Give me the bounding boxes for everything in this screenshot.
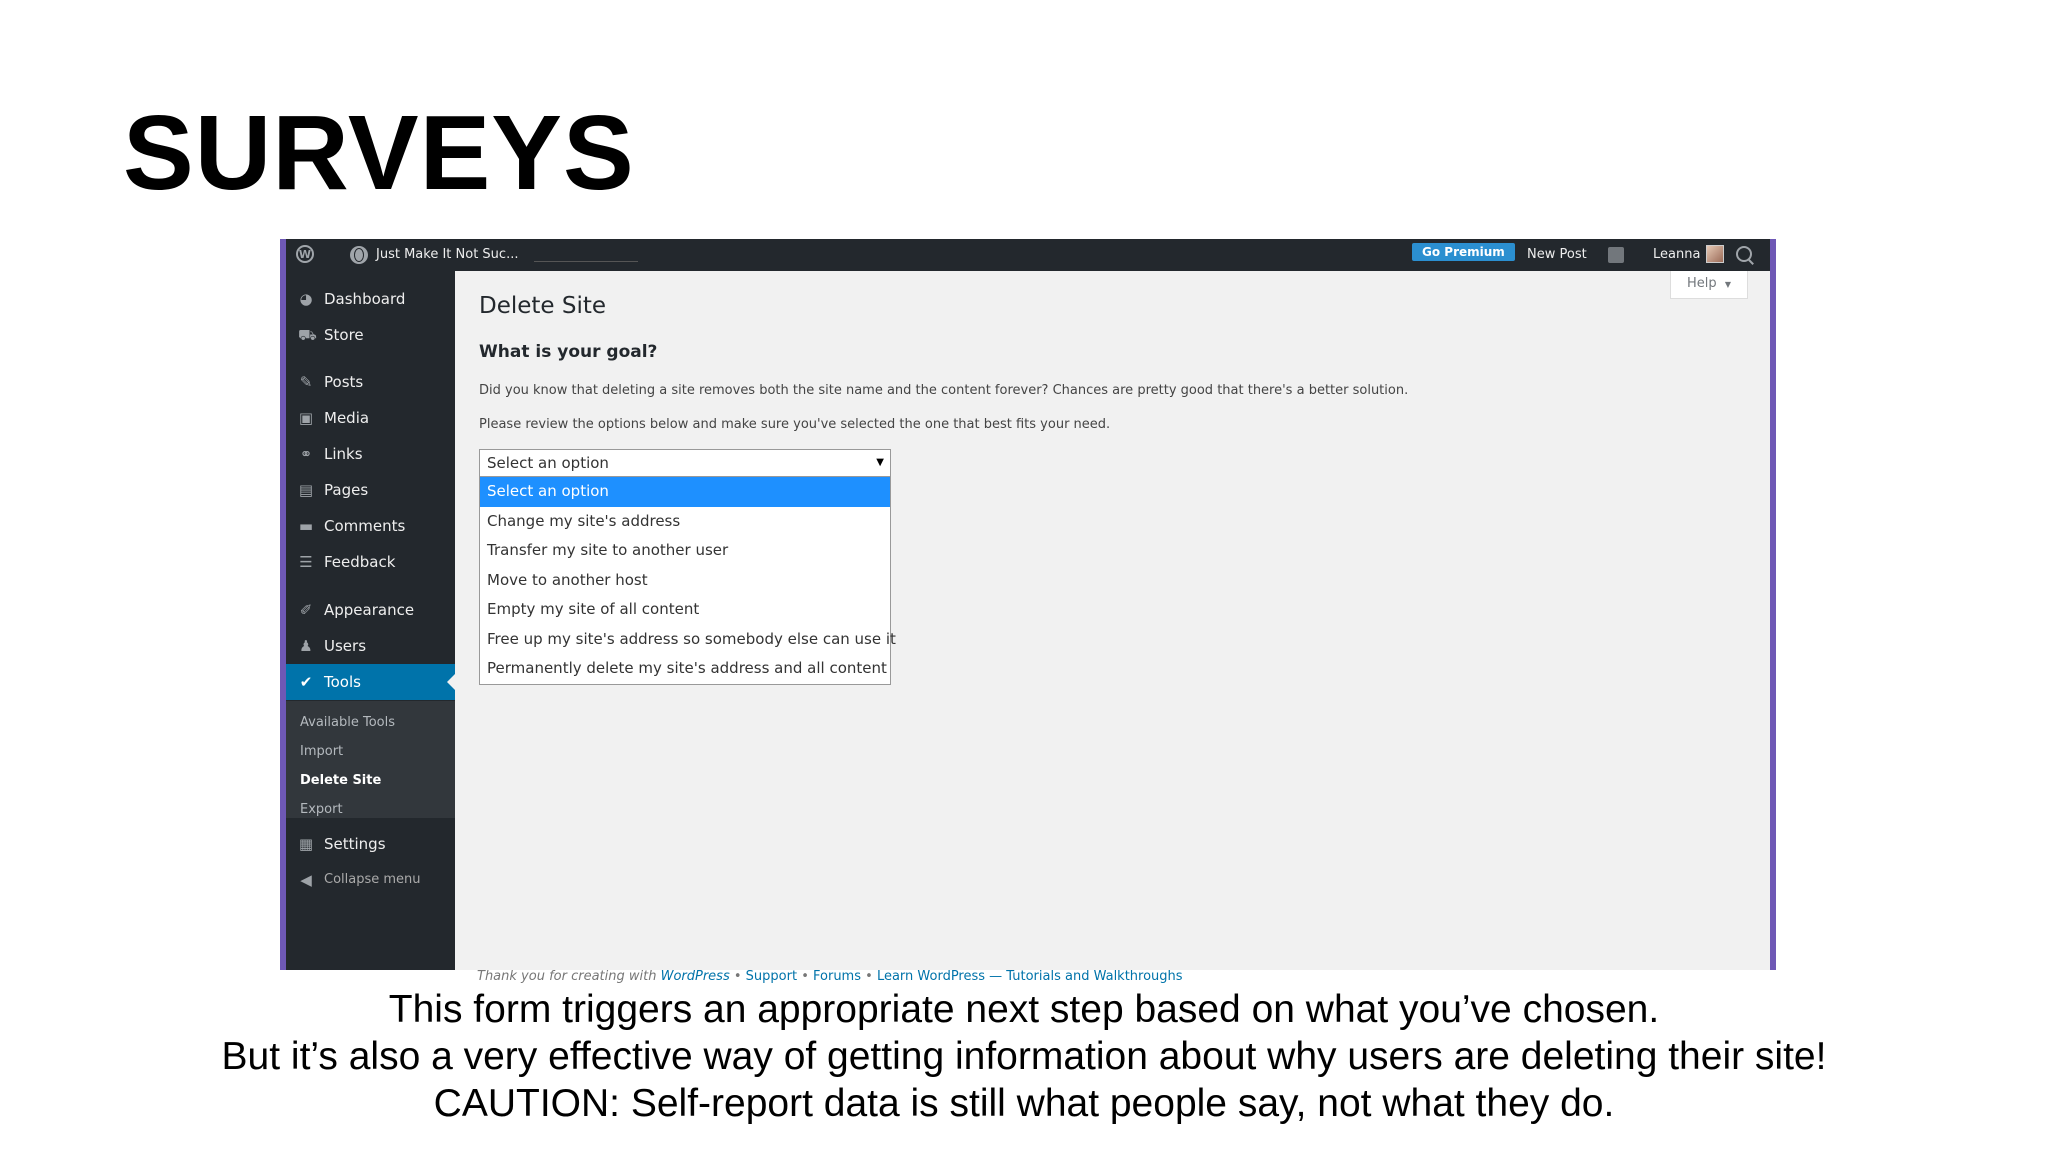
sidebar-item-label: Media (324, 409, 370, 427)
dropdown-option[interactable]: Transfer my site to another user (487, 541, 729, 559)
sidebar-item-label: Store (324, 326, 364, 344)
caption-line: CAUTION: Self-report data is still what people say, not what they do. (433, 1082, 1615, 1125)
pin-icon: ✎ (299, 373, 313, 391)
site-name-link[interactable]: Just Make It Not Suc... (376, 247, 519, 262)
footer-learn-link[interactable]: Learn WordPress — Tutorials and Walkthroughs (876, 969, 1183, 984)
dropdown-option[interactable]: Empty my site of all content (487, 600, 700, 618)
dropdown-option[interactable]: Move to another host (487, 570, 648, 589)
sidebar-item-posts[interactable] (286, 364, 455, 400)
dropdown-option[interactable]: Change my site's address (487, 511, 681, 530)
sidebar-item-links[interactable] (286, 436, 455, 472)
collapse-icon: ◀ (300, 871, 312, 889)
submenu-item-available-tools[interactable]: Available Tools (300, 715, 395, 730)
sidebar-item-comments[interactable] (286, 508, 455, 544)
submenu-item-import[interactable]: Import (300, 744, 344, 759)
sidebar-item-pages[interactable] (286, 472, 455, 508)
sidebar-item-label: Links (324, 445, 363, 463)
search-icon[interactable] (1736, 246, 1752, 262)
footer-forums-link[interactable]: Forums (813, 969, 861, 984)
sidebar-item-dashboard[interactable] (286, 281, 455, 317)
sidebar-item-label: Posts (324, 373, 364, 391)
dropdown-arrow-icon: ▼ (876, 457, 884, 468)
caption-line: This form triggers an appropriate next step based on what you’ve chosen. (388, 988, 1660, 1031)
new-post-link[interactable]: New Post (1527, 247, 1587, 262)
comment-icon: ▬ (298, 517, 314, 535)
admin-bar (286, 239, 1770, 271)
settings-icon: ▦ (298, 835, 314, 853)
notifications-icon[interactable] (1608, 247, 1624, 263)
footer-wordpress-link[interactable]: WordPress (660, 969, 730, 984)
wordpress-logo-icon[interactable]: W (296, 245, 314, 263)
submenu-item-delete-site[interactable]: Delete Site (300, 773, 382, 788)
sidebar-item-appearance[interactable] (286, 592, 455, 628)
screenshot-frame (280, 239, 1776, 984)
sidebar-item-label: Appearance (324, 601, 415, 619)
cart-icon: ⛟ (298, 326, 317, 344)
goal-heading: What is your goal? (479, 342, 658, 362)
collapse-menu-label: Collapse menu (324, 872, 421, 887)
page-title: Delete Site (479, 293, 607, 319)
footer-separator: • (861, 969, 877, 984)
user-name-link[interactable]: Leanna (1653, 247, 1701, 262)
admin-footer (477, 969, 1183, 984)
sidebar-item-label: Tools (324, 673, 361, 691)
dropdown-option[interactable]: Permanently delete my site's address and all content (487, 659, 887, 677)
footer-separator: • (729, 969, 746, 984)
slide-title: SURVEYS (123, 94, 635, 212)
slide-captions (0, 986, 2048, 1127)
footer-separator: • (797, 969, 813, 984)
wrench-icon: ✔ (299, 673, 313, 691)
globe-icon[interactable] (350, 246, 368, 264)
user-icon: ♟ (299, 637, 313, 655)
caption-line: But it’s also a very effective way of getting information about why users are deleting their site! (221, 1035, 1827, 1078)
sidebar-item-label: Dashboard (324, 290, 406, 308)
dashboard-icon: ◕ (299, 290, 313, 308)
pages-icon: ▤ (298, 481, 314, 499)
dropdown-option[interactable]: Free up my site's address so somebody else can use it (487, 629, 896, 648)
tools-submenu (286, 701, 455, 818)
goal-select[interactable] (479, 449, 891, 477)
footer-thanks: Thank you for creating with (477, 969, 657, 984)
info-paragraph: Did you know that deleting a site removes both the site name and the content forever? Chances are pretty good that there's a better solution. (479, 383, 1409, 398)
admin-sidebar (286, 271, 455, 970)
submenu-item-export[interactable]: Export (300, 802, 343, 817)
sidebar-item-feedback[interactable] (286, 544, 455, 580)
chevron-down-icon: ▼ (1724, 280, 1731, 289)
sidebar-item-users[interactable] (286, 628, 455, 664)
sidebar-item-label: Settings (324, 835, 386, 853)
sidebar-item-label: Feedback (324, 553, 396, 571)
sidebar-item-store[interactable] (286, 317, 455, 353)
brush-icon: ✐ (299, 601, 313, 619)
sidebar-item-label: Comments (324, 517, 406, 535)
help-label: Help (1687, 276, 1717, 291)
collapse-menu-button[interactable] (286, 862, 455, 898)
go-premium-button[interactable]: Go Premium (1412, 243, 1515, 261)
sidebar-item-media[interactable] (286, 400, 455, 436)
sidebar-item-tools[interactable] (286, 664, 455, 700)
media-icon: ▣ (298, 409, 314, 427)
main-content (455, 271, 1770, 984)
site-underline (534, 261, 638, 262)
footer-support-link[interactable]: Support (745, 969, 798, 984)
sidebar-item-label: Pages (324, 481, 369, 499)
dropdown-option[interactable]: Select an option (480, 477, 890, 507)
sidebar-item-settings[interactable] (286, 826, 455, 862)
feedback-icon: ☰ (299, 553, 313, 571)
sidebar-item-label: Users (324, 637, 367, 655)
instruction-paragraph: Please review the options below and make sure you've selected the one that best fits your need. (479, 417, 1111, 432)
link-icon: ⚭ (299, 445, 313, 463)
wp-admin-window (286, 239, 1770, 984)
goal-select-value: Select an option (487, 454, 609, 472)
goal-dropdown-list (479, 476, 896, 685)
avatar[interactable] (1706, 245, 1724, 263)
